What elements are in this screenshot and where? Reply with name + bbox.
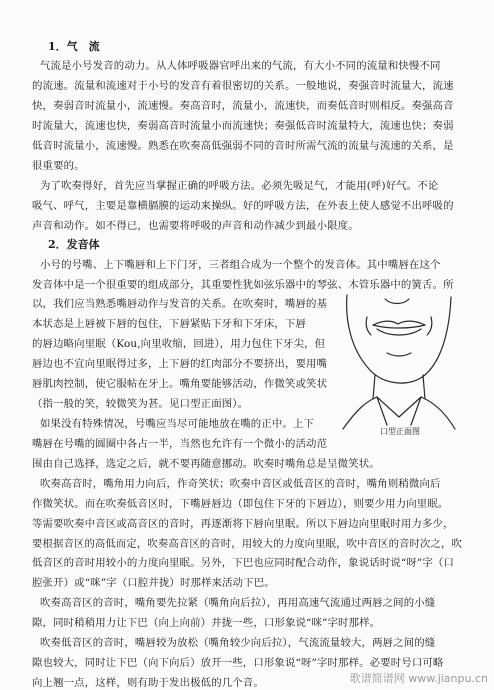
section-2-line: 以，我们应当熟悉嘴唇动作与发音的关系。在吹奏时，嘴唇的基	[32, 298, 328, 311]
section-2-line: （指一般的笑，较微笑为甚。见口型正面图）。	[32, 398, 249, 410]
watermark: 歌谱简谱网 www.jianpu.cn	[349, 672, 488, 685]
section-2-line: 吹奏高音时，嘴角用力向后，作奇笑状；吹奏中音区或低音区的音时，嘴角则稍微向后	[40, 477, 441, 490]
section-2-line: 吹奏低音区的音时，嘴唇较为放松（嘴角较少向后拉），气流流量较大，两唇之间的缝	[40, 637, 436, 650]
section-2-line: 作微笑状。而在吹奏低音区时，下嘴唇唇边（即包住下牙的下唇边），则要少用力向里眠。	[32, 497, 449, 510]
section-2-line: 要根据音区的高低而定，吹奏高音区的音时，用较大的力度向里眠，吹中音区的音时次之，吹	[32, 537, 463, 550]
section-2-line: 小号的号嘴、上下嘴唇和上下门牙，三者组合成为一个整个的发音体。其中嘴唇在这个	[40, 258, 441, 271]
section-2-line: 唇边也不宜向里眠得过多，上下唇的红肉部分不要挤出，要用嘴	[32, 358, 328, 371]
section-2-line: 如果没有特殊情况，号嘴应当尽可能地放在嘴的正中。上下	[40, 418, 315, 430]
section-1-line: 气流是小号发音的动力。从人体呼吸器官呼出来的气流，有大小不同的流量和快慢不同	[40, 60, 441, 73]
section-2-heading: 2．发音体	[48, 238, 100, 252]
section-2-line: 向上翘一点，这样，则有助于发出极低的几个音。	[32, 677, 264, 689]
section-1-line: 时流量大，流速也快，奏弱高音时流量小而流速快；奏强低音时流量特大，流速也快；奏弱	[32, 119, 454, 132]
section-2-line: 低音区的音时用较小的力度向里眠。另外，下巴也应同时配合动作，象说话时说“呀”字（口	[32, 557, 455, 570]
section-2-line: 唇肌肉控制，使它服帖在牙上。嘴角要能够活动，作微笑或笑状	[32, 378, 328, 391]
section-2-line: 等需要吹奏中音区或高音区的音时，再逐渐将下唇向里眠。所以下唇边向里眠时用力多少，	[32, 517, 454, 530]
section-1-line: 声音和动作。如不得已，也需要将呼吸的声音和动作减少到最小限度。	[32, 219, 359, 232]
section-2-line: 隙也较大，同时让下巴（向下向后）放开一些，口形象说“呀”字时那样。必要时号口可略	[32, 657, 444, 670]
section-2-line: 发音体中是一个很重要的组成部分，其重要性犹如弦乐器中的琴弦、木管乐器中的簧舌。所	[32, 278, 454, 291]
section-1-heading: 1．气 流	[48, 40, 100, 53]
section-2-line: 围由自己选择，选定之后，就不要再随意挪动。吹奏时嘴角总是呈微笑状。	[32, 457, 380, 470]
section-1-line: 低音时流量小，流速慢。熟悉在吹奏高低强弱不同的音时所需气流的流量与流速的关系，是	[32, 139, 454, 152]
section-1-line: 为了吹奏得好，首先应当掌握正确的呼吸方法。必须先吸足气，才能用(呼)好气。不论	[40, 179, 439, 192]
figure-caption: 口型正面图	[380, 427, 420, 436]
section-2-line: 的唇边略向里眠（Kou,向里收缩，回进），用力包住下牙尖，但	[32, 338, 326, 351]
section-2-line: 吹奏高音区的音时，嘴角要先拉紧（嘴角向后拉），再用高速气流通过两唇之间的小缝	[40, 597, 436, 610]
section-2-line: 本状态是上唇被下唇的包住，下唇紧贴下牙和下牙床，下唇	[32, 318, 307, 331]
mouth-shape-front-view-icon	[337, 291, 459, 431]
section-1-line: 很重要的。	[32, 159, 85, 172]
section-1-line: 吸气、呼气，主要是靠横膈膜的运动来操纵。好的呼吸方法，在外表上使人感觉不出呼吸的	[32, 199, 454, 212]
section-2-line: 嘴唇在号嘴的圆圈中各占一半，当然也允许有一个微小的活动范	[32, 437, 328, 450]
section-1-line: 快，奏弱音时流量小，流速慢。奏高音时，流量小，流速快，而奏低音时则相反。奏强高音	[32, 100, 454, 112]
section-1-line: 的流速。流量和流速对于小号的发音有着很密切的关系。一般地说，奏强音时流量大，流速	[32, 80, 454, 92]
section-2-line: 隙，同时稍稍用力让下巴（向上向前）并拢一些，口形象说“咪”字时那样。	[32, 617, 381, 630]
section-2-line: 腔张开）或“咪”字（口腔并拢）时那样来活动下巴。	[32, 577, 275, 590]
